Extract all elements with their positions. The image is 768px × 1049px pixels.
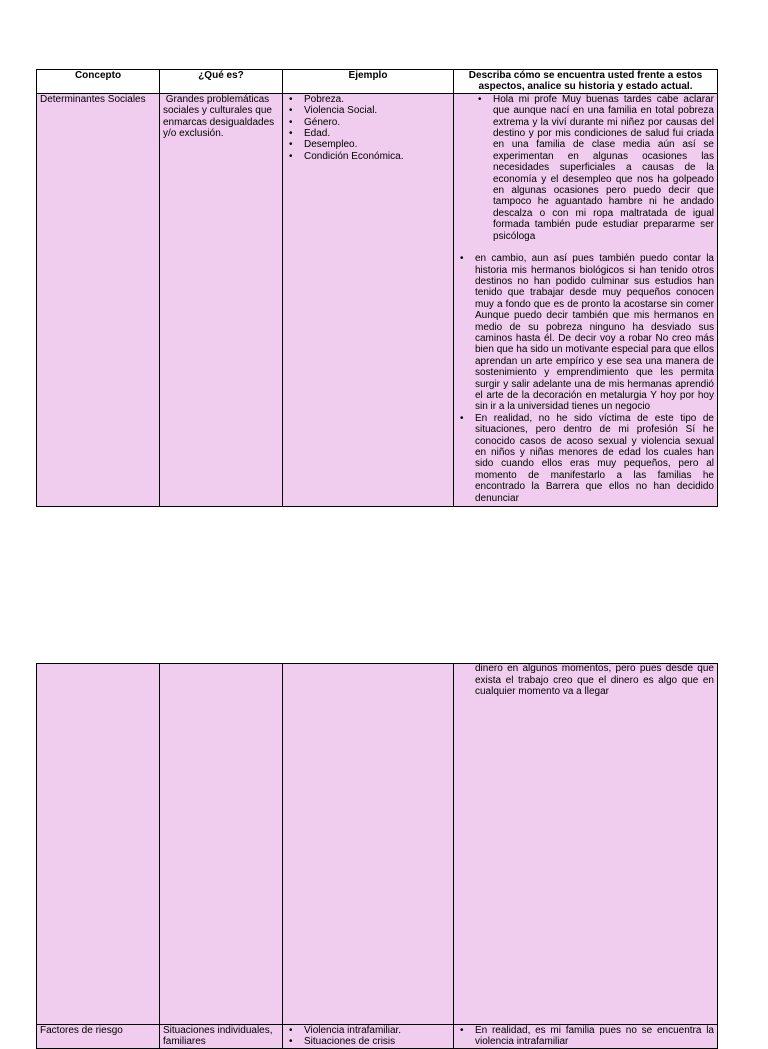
concepto-cell	[37, 664, 160, 1025]
list-item: • En realidad, es mi familia pues no se encuentra la violencia intrafamiliar	[457, 1025, 714, 1048]
descripcion-cell	[454, 664, 718, 1025]
list-item: • dinero en algunos momentos, pero pues desde que exista el trabajo creo que el dinero es algo que en cualquier momento va a llegar	[457, 664, 714, 697]
que-es-text: Grandes problemáticas sociales y culturales que enmarcas desigualdades y/o exclusión.	[163, 93, 277, 140]
que-es-cell	[160, 1025, 283, 1049]
table-row	[37, 664, 718, 1025]
descripcion-list	[457, 664, 714, 697]
table-header-row	[37, 70, 718, 94]
list-item: • Desempleo.	[286, 139, 450, 150]
list-item: • En realidad, no he sido víctima de este tipo de situaciones, pero dentro de mi profesión Sí he conocido casos de acoso sexual y violencia sexual en niños y niñas menores de edad los cuales han sido cuando ellos eras muy pequeños, pero al momento de manifestarlo a las familias he encontrado la Barrera que ellos no han decidido denunciar	[457, 413, 714, 504]
list-item: • Género.	[286, 117, 450, 128]
list-item: • Violencia Social.	[286, 105, 450, 116]
concepto-text: Factores de riesgo	[40, 1025, 123, 1036]
social-determinants-table-continued	[36, 663, 718, 1049]
descripcion-list	[457, 94, 714, 504]
header-concepto: Concepto	[37, 70, 160, 94]
list-item: • Violencia intrafamiliar.	[286, 1025, 450, 1036]
concepto-text: Determinantes Sociales	[40, 93, 146, 105]
concepto-cell	[37, 1025, 160, 1049]
descripcion-clip-bottom	[457, 664, 714, 1024]
list-item: • Pobreza.	[286, 94, 450, 105]
ejemplo-cell	[283, 664, 454, 1025]
descripcion-clip-top	[457, 94, 714, 506]
list-item: • Edad.	[286, 128, 450, 139]
descripcion-continuation	[457, 664, 714, 697]
descripcion-cell	[454, 93, 718, 506]
header-describa: Describa cómo se encuentra usted frente a estos aspectos, analice su historia y estado actual.	[454, 70, 718, 94]
list-item: • Situaciones de crisis	[286, 1036, 450, 1047]
ejemplo-cell	[283, 1025, 454, 1049]
que-es-text: Situaciones individuales, familiares	[163, 1025, 273, 1048]
descripcion-cell	[454, 1025, 718, 1049]
header-ejemplo: Ejemplo	[283, 70, 454, 94]
social-determinants-table	[36, 69, 718, 507]
list-item: • Hola mi profe Muy buenas tardes cabe aclarar que aunque nací en una familia en total pobreza extrema y la viví durante mi niñez por causas del destino y por mis condiciones de salud fui criada en una familia de clase media aún así se experimentan en algunas ocasiones las necesidades superficiales a causas de la economía y el desempleo que nos ha golpeado en algunas ocasiones pero puedo decir que tampoco he aguantado hambre ni he andado descalza o con mi ropa maltratada de igual formada también pude estudiar prepararme ser psicóloga	[457, 94, 714, 242]
list-item: • en cambio, aun así pues también puedo contar la historia mis hermanos biológicos si han tenido otros destinos no han podido culminar sus estudios han tenido que trabajar desde muy pequeños conocen muy a fondo que es de pronto la acostarse sin comer Aunque puedo decir también que mis hermanos en medio de su pobreza ninguno ha desviado sus caminos hasta él. De decir voy a robar No creo más bien que ha sido un motivante especial para que ellos aprendan un arte empírico y ese sea una manera de sostenimiento y emprendimiento que les permita surgir y salir adelante una de mis hermanas aprendió el arte de la decoración en metalurgia Y hoy por hoy sin ir a la universidad tienes un negocio	[457, 253, 714, 413]
ejemplo-cell	[283, 93, 454, 506]
table-row	[37, 93, 718, 506]
concepto-cell	[37, 93, 160, 506]
table-row	[37, 1025, 718, 1049]
que-es-cell	[160, 93, 283, 506]
list-item: • Condición Económica.	[286, 151, 450, 162]
ejemplo-list	[286, 1025, 450, 1048]
header-que-es: ¿Qué es?	[160, 70, 283, 94]
ejemplo-list	[286, 94, 450, 162]
que-es-cell	[160, 664, 283, 1025]
descripcion-list	[457, 1025, 714, 1048]
